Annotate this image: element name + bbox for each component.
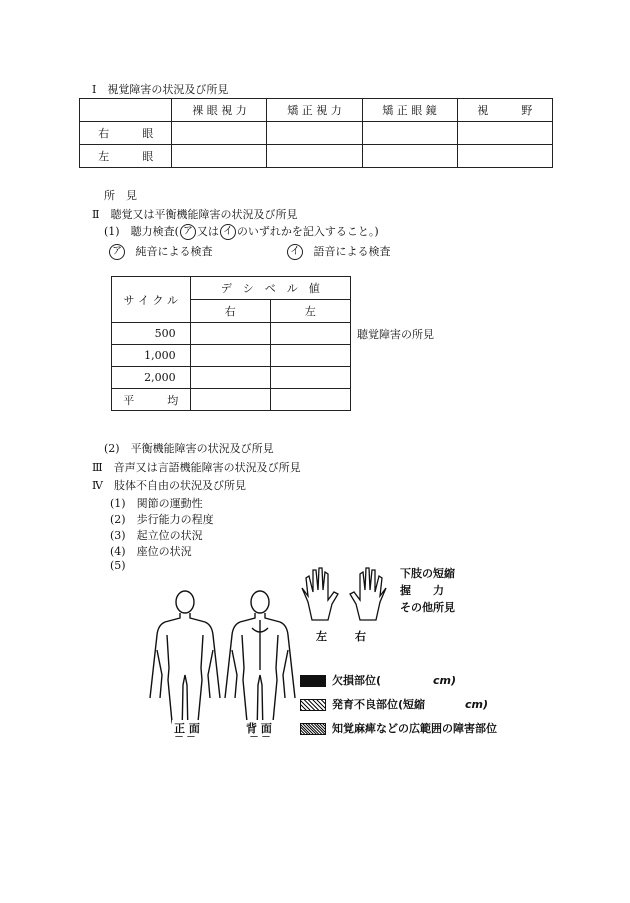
side-labels	[400, 565, 455, 616]
front-label: 正 面	[174, 722, 200, 735]
balance-item: (2) 平衡機能障害の状況及び所見	[104, 442, 274, 455]
section4-heading: Ⅳ 肢体不自由の状況及び所見	[92, 479, 246, 492]
option-i	[286, 243, 391, 260]
section3-heading: Ⅲ 音声又は言語機能障害の状況及び所見	[92, 461, 301, 474]
vision-cell[interactable]	[267, 122, 362, 145]
back-label: 背 面	[246, 722, 272, 735]
col-naked-vision: 裸 眼 視 力	[172, 99, 267, 122]
legend-missing-label: 欠損部位(	[332, 674, 382, 687]
hand-left-label: 左	[316, 630, 327, 643]
limb-item-3: (3) 起立位の状況	[110, 529, 203, 542]
option-a-label: 純音による検査	[135, 245, 213, 258]
legend-sensory-label: 知覚麻痺などの広範囲の障害部位	[332, 722, 497, 735]
col-corrected-vision: 矯 正 視 力	[267, 99, 362, 122]
section1-heading: Ⅰ 視覚障害の状況及び所見	[92, 83, 229, 96]
audiometry-table	[111, 276, 351, 411]
legend-sensory	[300, 720, 497, 736]
freq-500: 500	[112, 323, 191, 345]
table-row	[112, 345, 351, 367]
db-cell[interactable]	[270, 389, 350, 411]
section2-heading: Ⅱ 聴覚又は平衡機能障害の状況及び所見	[92, 208, 298, 221]
solid-swatch-icon	[300, 675, 326, 687]
legend-underdeveloped	[300, 696, 488, 712]
hearing-test-instruction	[104, 223, 379, 240]
vision-corner-cell	[80, 99, 172, 122]
db-cell[interactable]	[270, 345, 350, 367]
legend-missing	[300, 672, 456, 688]
vision-row-left	[80, 145, 553, 168]
leg-shortening-label: 下肢の短縮	[400, 567, 455, 580]
other-findings-label: その他所見	[400, 601, 455, 614]
circle-a-icon: ア	[180, 224, 196, 240]
col-visual-field: 視 野	[457, 99, 552, 122]
decibel-header: デ シ ベ ル 値	[190, 277, 350, 300]
body-figures-icon	[140, 580, 310, 740]
vision-cell[interactable]	[457, 122, 552, 145]
right-ear-header: 右	[190, 300, 270, 323]
hands-icon	[294, 560, 394, 630]
instruction-mid: 又は	[196, 225, 219, 238]
instruction-prefix: (1) 聴力検査(	[104, 225, 179, 238]
db-cell[interactable]	[190, 323, 270, 345]
hand-right-label: 右	[355, 630, 366, 643]
freq-1000: 1,000	[112, 345, 191, 367]
table-row	[112, 367, 351, 389]
circle-i-icon: イ	[287, 244, 303, 260]
row-label-left-eye: 左 眼	[80, 145, 172, 168]
db-cell[interactable]	[190, 367, 270, 389]
circle-a-icon: ア	[109, 244, 125, 260]
left-ear-header: 左	[270, 300, 350, 323]
vision-row-right	[80, 122, 553, 145]
legend-missing-unit: cm)	[433, 674, 457, 687]
crosshatch-swatch-icon	[300, 723, 326, 735]
vision-cell[interactable]	[172, 145, 267, 168]
vision-cell[interactable]	[172, 122, 267, 145]
limb-item-4: (4) 座位の状況	[110, 545, 192, 558]
grip-strength-label: 握 力	[400, 584, 444, 597]
db-cell[interactable]	[190, 345, 270, 367]
db-cell[interactable]	[270, 367, 350, 389]
limb-item-1: (1) 関節の運動性	[110, 497, 203, 510]
limb-item-2: (2) 歩行能力の程度	[110, 513, 214, 526]
table-row	[112, 389, 351, 411]
hearing-findings-label: 聴覚障害の所見	[357, 328, 434, 341]
cycle-header: サ イ ク ル	[112, 277, 191, 323]
vision-cell[interactable]	[362, 122, 457, 145]
circle-i-icon: イ	[220, 224, 236, 240]
vision-cell[interactable]	[267, 145, 362, 168]
freq-2000: 2,000	[112, 367, 191, 389]
vision-table	[79, 98, 553, 168]
legend-underdeveloped-label: 発育不良部位(短縮	[332, 698, 426, 711]
legend-underdeveloped-unit: cm)	[465, 698, 489, 711]
hatched-swatch-icon	[300, 699, 326, 711]
option-i-label: 語音による検査	[313, 245, 391, 258]
vision-cell[interactable]	[457, 145, 552, 168]
option-a	[108, 243, 213, 260]
instruction-suffix: のいずれかを記入すること。)	[236, 225, 379, 238]
limb-item-5: (5)	[110, 559, 126, 572]
findings-label: 所 見	[104, 189, 137, 202]
vision-header-row	[80, 99, 553, 122]
row-label-right-eye: 右 眼	[80, 122, 172, 145]
table-row	[112, 323, 351, 345]
db-cell[interactable]	[190, 389, 270, 411]
average-label: 平 均	[112, 389, 191, 411]
db-cell[interactable]	[270, 323, 350, 345]
vision-cell[interactable]	[362, 145, 457, 168]
col-corrective-glasses: 矯 正 眼 鏡	[362, 99, 457, 122]
